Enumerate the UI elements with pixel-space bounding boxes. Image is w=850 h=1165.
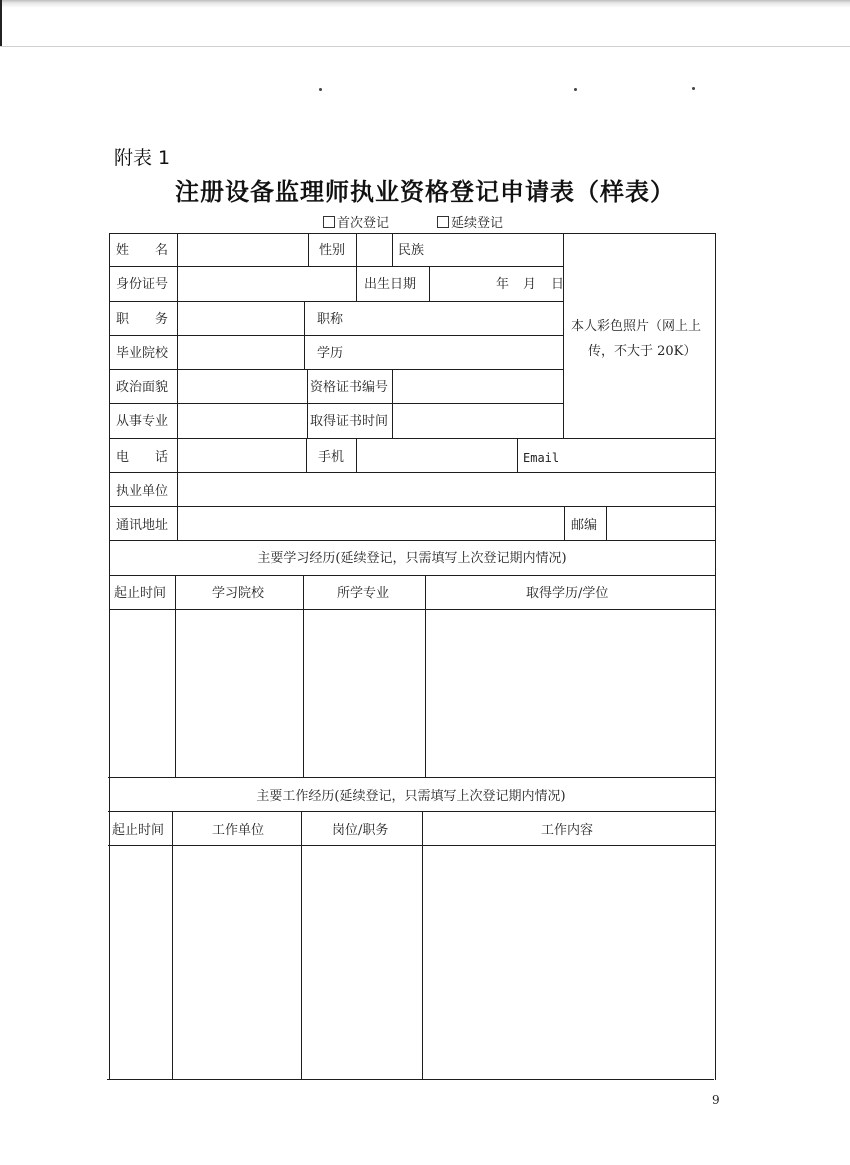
mobile-label: 手机 — [318, 450, 345, 465]
certificate-date-field[interactable] — [393, 404, 562, 437]
page-number: 9 — [712, 1093, 720, 1107]
email-label: Email — [523, 451, 560, 465]
birth-date-label: 出生日期 — [364, 277, 417, 292]
mobile-field[interactable] — [357, 439, 516, 471]
postcode-field[interactable] — [607, 507, 714, 539]
telephone-field[interactable] — [178, 439, 305, 471]
education-label: 学历 — [317, 346, 344, 361]
scan-edge-left — [0, 0, 2, 46]
scan-speck — [574, 88, 577, 91]
scan-edge — [0, 0, 850, 47]
work-history-heading: 主要工作经历(延续登记，只需填写上次登记期内情况) — [256, 789, 566, 804]
form-title: 注册设备监理师执业资格登记申请表（样表） — [175, 178, 675, 206]
id-number-field[interactable] — [178, 267, 355, 300]
professional-title-field[interactable] — [357, 302, 562, 334]
first-registration-checkbox[interactable] — [323, 216, 335, 228]
postcode-label: 邮编 — [571, 518, 598, 533]
position-label: 职 务 — [116, 312, 169, 327]
registration-type — [323, 212, 503, 231]
study-col-major: 所学专业 — [337, 586, 390, 601]
graduate-school-field[interactable] — [178, 336, 303, 368]
first-registration-label: 首次登记 — [337, 216, 390, 231]
address-field[interactable] — [178, 507, 563, 539]
study-history-heading: 主要学习经历(延续登记，只需填写上次登记期内情况) — [257, 551, 567, 566]
graduate-school-label: 毕业院校 — [116, 346, 169, 361]
employer-label: 执业单位 — [116, 484, 169, 499]
work-history-entry-area[interactable] — [109, 846, 714, 1078]
study-col-school: 学习院校 — [212, 586, 265, 601]
major-label: 从事专业 — [116, 414, 169, 429]
gender-field[interactable] — [357, 234, 391, 266]
ethnicity-label: 民族 — [398, 243, 425, 258]
gender-label: 性别 — [319, 243, 346, 258]
day-label: 日 — [551, 277, 565, 292]
professional-title-label: 职称 — [317, 312, 344, 327]
name-field[interactable] — [178, 234, 307, 266]
photo-note-line2: 传，不大于 20K） — [588, 344, 697, 359]
address-label: 通讯地址 — [116, 518, 169, 533]
name-label: 姓 名 — [116, 243, 169, 258]
certificate-number-label: 资格证书编号 — [310, 380, 389, 395]
position-field[interactable] — [178, 302, 303, 334]
work-col-employer: 工作单位 — [212, 823, 265, 838]
scan-speck — [692, 87, 695, 90]
certificate-date-label: 取得证书时间 — [310, 414, 389, 429]
renewal-registration-label: 延续登记 — [451, 216, 504, 231]
appendix-label: 附表 1 — [114, 147, 171, 169]
study-history-entry-area[interactable] — [110, 610, 714, 776]
study-col-period: 起止时间 — [114, 586, 167, 601]
month-label: 月 — [523, 277, 537, 292]
email-field[interactable] — [564, 439, 714, 471]
photo-note-line1: 本人彩色照片（网上上 — [571, 319, 702, 334]
id-number-label: 身份证号 — [116, 277, 169, 292]
major-field[interactable] — [178, 404, 306, 437]
education-field[interactable] — [357, 336, 562, 368]
telephone-label: 电 话 — [116, 450, 169, 465]
work-col-period: 起止时间 — [112, 823, 165, 838]
employer-field[interactable] — [178, 473, 714, 505]
photo-upload-area[interactable] — [564, 234, 714, 437]
political-status-field[interactable] — [178, 370, 306, 402]
renewal-registration-checkbox[interactable] — [437, 216, 449, 228]
year-label: 年 — [496, 277, 510, 292]
work-col-content: 工作内容 — [541, 823, 594, 838]
certificate-number-field[interactable] — [393, 370, 562, 402]
work-col-position: 岗位/职务 — [332, 823, 389, 838]
political-status-label: 政治面貌 — [116, 380, 169, 395]
scan-speck — [319, 88, 322, 91]
ethnicity-field[interactable] — [430, 234, 562, 266]
study-col-degree: 取得学历/学位 — [526, 586, 609, 601]
